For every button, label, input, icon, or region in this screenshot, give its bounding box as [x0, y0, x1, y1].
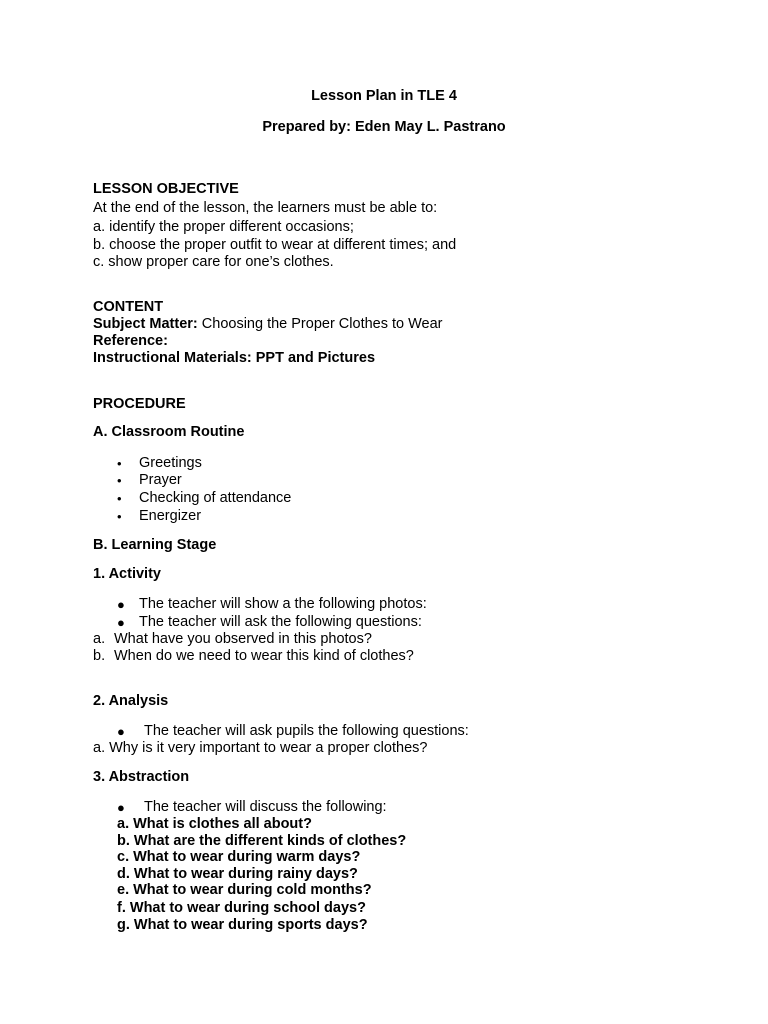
list-item: The teacher will ask the following questions: [139, 614, 422, 630]
bullet-icon: ● [117, 724, 125, 739]
objective-item: c. show proper care for one’s clothes. [93, 254, 334, 270]
abstraction-heading: 3. Abstraction [93, 769, 190, 785]
objective-item: b. choose the proper outfit to wear at different times; and [93, 237, 457, 253]
analysis-heading: 2. Analysis [93, 693, 169, 709]
objective-intro: At the end of the lesson, the learners must be able to: [93, 200, 438, 216]
list-item: The teacher will discuss the following: [144, 799, 387, 815]
list-item: Greetings [139, 455, 202, 471]
question-mark: a. [93, 631, 106, 647]
question-text: What have you observed in this photos? [114, 631, 372, 647]
bullet-icon: • [117, 456, 122, 471]
abstraction-item: c. What to wear during warm days? [117, 849, 361, 865]
bullet-icon: ● [117, 800, 125, 815]
subject-matter-value: Choosing the Proper Clothes to Wear [197, 316, 443, 332]
abstraction-item: d. What to wear during rainy days? [117, 866, 358, 882]
bullet-icon: • [117, 509, 122, 524]
subject-matter [93, 316, 443, 333]
subject-matter-label: Subject Matter: [93, 316, 198, 332]
list-item: Prayer [139, 472, 182, 488]
reference-label: Reference: [93, 333, 168, 349]
objective-item: a. identify the proper different occasions; [93, 219, 354, 235]
abstraction-item: g. What to wear during sports days? [117, 917, 368, 933]
abstraction-item: e. What to wear during cold months? [117, 882, 372, 898]
learning-stage-heading: B. Learning Stage [93, 537, 217, 553]
content-heading: CONTENT [93, 299, 164, 315]
list-item: The teacher will ask pupils the following questions: [144, 723, 469, 739]
list-item: The teacher will show a the following photos: [139, 596, 427, 612]
bullet-icon: • [117, 491, 122, 506]
bullet-icon: ● [117, 615, 125, 630]
abstraction-item: b. What are the different kinds of clothes? [117, 833, 407, 849]
objective-heading: LESSON OBJECTIVE [93, 181, 239, 197]
prepared-by: Prepared by: Eden May L. Pastrano [262, 119, 506, 135]
list-item: Energizer [139, 508, 202, 524]
question-text: When do we need to wear this kind of clothes? [114, 648, 414, 664]
abstraction-item: a. What is clothes all about? [117, 816, 312, 832]
question-text: a. Why is it very important to wear a proper clothes? [93, 740, 428, 756]
classroom-routine-heading: A. Classroom Routine [93, 424, 245, 440]
abstraction-item: f. What to wear during school days? [117, 900, 366, 916]
procedure-heading: PROCEDURE [93, 396, 186, 412]
list-item: Checking of attendance [139, 490, 292, 506]
instructional-materials: Instructional Materials: PPT and Pictures [93, 350, 376, 366]
question-mark: b. [93, 648, 106, 664]
bullet-icon: • [117, 473, 122, 488]
document-title: Lesson Plan in TLE 4 [311, 88, 457, 104]
bullet-icon: ● [117, 597, 125, 612]
activity-heading: 1. Activity [93, 566, 161, 582]
